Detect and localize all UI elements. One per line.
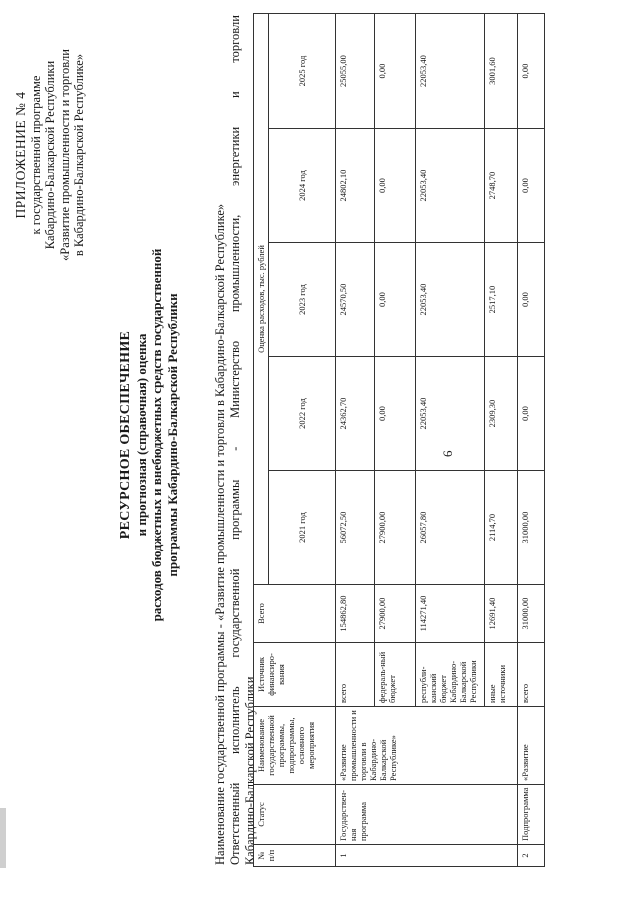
program-name-line: Наименование государственной программы - «Развитие промышленности и торговли в Кабардино-Балкарской Республике» (213, 203, 227, 865)
cell-total: 154862,80 (336, 585, 375, 643)
cell-year-value: 24362,70 (336, 357, 375, 471)
cell-year-value: 26057,80 (416, 471, 485, 585)
intro-word: торговли (228, 15, 242, 63)
responsible-executor-line (228, 15, 243, 865)
cell-year-value: 25055,00 (336, 14, 375, 129)
cell-source: иные источники (485, 643, 518, 707)
title-line: и прогнозная (справочная) оценка (133, 333, 149, 537)
header-year: 2023 год (269, 243, 336, 357)
cell-total: 31000,00 (518, 585, 545, 643)
cell-year-value: 2114,70 (485, 471, 518, 585)
cell-year-value: 2748,70 (485, 129, 518, 243)
intro-word: исполнитель (228, 686, 242, 754)
cell-year-value: 0,00 (518, 14, 545, 129)
intro-word: энергетики (228, 126, 242, 187)
header-num: № п/п (254, 845, 336, 867)
cell-total: 27900,00 (375, 585, 416, 643)
cell-year-value: 24802,10 (336, 129, 375, 243)
header-year: 2025 год (269, 14, 336, 129)
header-name: Наименование государственной программы, подпрограммы, основного мероприятия (254, 707, 336, 785)
cell-year-value: 2309,30 (485, 357, 518, 471)
cell-year-value: 22053,40 (416, 14, 485, 129)
resource-table (253, 13, 545, 867)
cell-year-value: 22053,40 (416, 243, 485, 357)
header-year: 2021 год (269, 471, 336, 585)
cell-year-value: 27900,00 (375, 471, 416, 585)
program-intro (213, 15, 258, 865)
cell-year-value: 0,00 (518, 243, 545, 357)
appendix-block (14, 20, 87, 290)
table-row (336, 14, 375, 867)
header-estimate: Оценка расходов, тыс. рублей (254, 14, 269, 585)
cell-source: всего (518, 643, 545, 707)
appendix-line: Кабардино-Балкарской Республики (43, 60, 57, 250)
cell-year-value: 0,00 (518, 357, 545, 471)
header-year: 2024 год (269, 129, 336, 243)
cell-total: 12691,40 (485, 585, 518, 643)
cell-year-value: 3001,60 (485, 14, 518, 129)
cell-status: Государствен-ная программа (336, 785, 518, 845)
title-line: программы Кабардино-Балкарской Республики (164, 293, 180, 577)
cell-year-value: 31000,00 (518, 471, 545, 585)
cell-year-value: 22053,40 (416, 129, 485, 243)
intro-word: промышленности, (228, 214, 242, 313)
page-number: 6 (440, 450, 455, 457)
cell-year-value: 0,00 (375, 129, 416, 243)
cell-source: федераль-ный бюджет (375, 643, 416, 707)
cell-num: 2 (518, 845, 545, 867)
appendix-line: в Кабардино-Балкарской Республике» (72, 53, 86, 257)
cell-year-value: 56072,50 (336, 471, 375, 585)
cell-num: 1 (336, 845, 518, 867)
intro-word: Министерство (228, 340, 242, 418)
cell-name: «Развитие промышленности и торговли в Кабардино-Балкарской Республике» (336, 707, 518, 785)
cell-year-value: 0,00 (375, 357, 416, 471)
document-title (118, 115, 180, 755)
header-year: 2022 год (269, 357, 336, 471)
cell-name: «Развитие (518, 707, 545, 785)
cell-year-value: 0,00 (518, 129, 545, 243)
cell-year-value: 24570,50 (336, 243, 375, 357)
cell-status: Подпрограмма (518, 785, 545, 845)
title-line: расходов бюджетных и внебюджетных средств государственной (149, 248, 164, 622)
intro-word: государственной (228, 568, 242, 658)
intro-word: и (228, 91, 242, 99)
header-total: Всего (254, 585, 336, 643)
cell-total: 114271,40 (416, 585, 485, 643)
cell-source: республи-канский бюджет Кабардино-Балкарской Республики (416, 643, 485, 707)
table-row (518, 14, 545, 867)
appendix-line: «Развитие промышленности и торговли (57, 49, 72, 261)
table-header-row (254, 14, 269, 867)
title-line: РЕСУРСНОЕ ОБЕСПЕЧЕНИЕ (118, 330, 133, 540)
intro-word: - (228, 446, 242, 451)
cell-year-value: 0,00 (375, 243, 416, 357)
appendix-heading: ПРИЛОЖЕНИЕ № 4 (13, 91, 28, 219)
cell-year-value: 22053,40 (416, 357, 485, 471)
header-source: Источник финансиро-вания (254, 643, 336, 707)
cell-year-value: 2517,10 (485, 243, 518, 357)
appendix-line: к государственной программе (28, 75, 43, 235)
cell-year-value: 0,00 (375, 14, 416, 129)
responsible-executor-continued: Кабардино-Балкарской Республики (243, 676, 257, 865)
header-status: Статус (254, 785, 336, 845)
cell-source: всего (336, 643, 375, 707)
intro-word: программы (228, 479, 242, 540)
intro-word: Ответственный (228, 782, 242, 865)
